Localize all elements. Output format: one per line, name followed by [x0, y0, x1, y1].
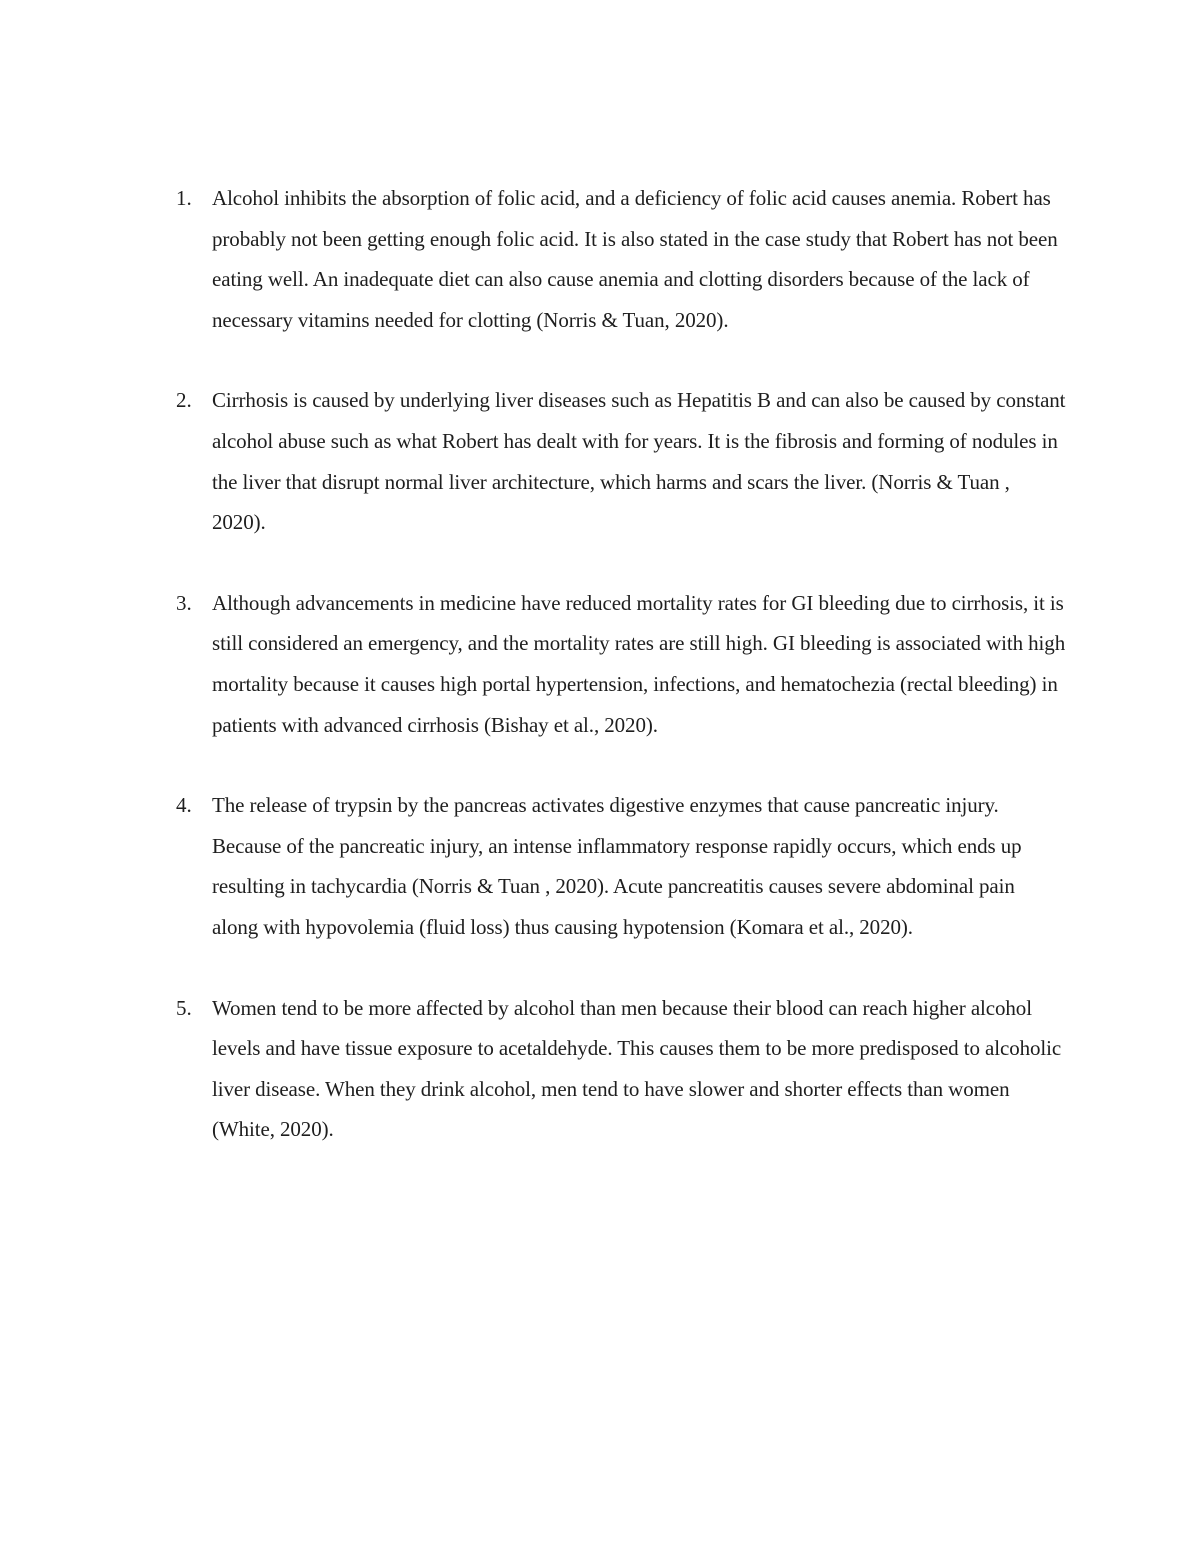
numbered-list: [176, 178, 1066, 1190]
list-item-2: [176, 380, 1066, 542]
list-item-number: 1.: [176, 186, 192, 210]
list-item-number: 5.: [176, 995, 192, 1020]
list-item-3: [176, 583, 1066, 745]
list-item-text: Women tend to be more affected by alcohol than men because their blood can reach higher alcohol levels and have tissue exposure to acetaldehyde. This causes them to be more predisposed to alcoholic liver disease. When they drink alcohol, men tend to have slower and shorter effects than women (White, 2020).: [212, 995, 1062, 1142]
list-item-text: The release of trypsin by the pancreas activates digestive enzymes that cause pancreatic injury. Because of the pancreatic injury, an intense inflammatory response rapidly occurs, which ends up resulting in tachycardia (Norris & Tuan , 2020). Acute pancreatitis causes severe abdominal pain along with hypovolemia (fluid loss) thus causing hypotension (Komara et al., 2020).: [212, 793, 1022, 939]
list-item-1: [176, 178, 1066, 340]
list-item-number: 2.: [176, 388, 192, 413]
list-item-text: Alcohol inhibits the absorption of folic acid, and a deficiency of folic acid causes anemia. Robert has probably not been getting enough folic acid. It is also stated in the case study that Robert has not been eating well. An inadequate diet can also cause anemia and clotting disorders because of the lack of necessary vitamins needed for clotting (Norris & Tuan, 2020).: [212, 186, 1058, 332]
list-item-text: Although advancements in medicine have reduced mortality rates for GI bleeding due to cirrhosis, it is still considered an emergency, and the mortality rates are still high. GI bleeding is associated with high mortality because it causes high portal hypertension, infections, and hematochezia (rectal bleeding) in patients with advanced cirrhosis (Bishay et al., 2020).: [212, 590, 1066, 737]
list-item-5: [176, 988, 1066, 1150]
list-item-number: 4.: [176, 793, 192, 818]
list-item-4: [176, 785, 1066, 947]
list-item-number: 3.: [176, 590, 192, 615]
list-item-text: Cirrhosis is caused by underlying liver diseases such as Hepatitis B and can also be caused by constant alcohol abuse such as what Robert has dealt with for years. It is the fibrosis and forming of nodules in the liver that disrupt normal liver architecture, which harms and scars the liver. (Norris & Tuan , 2020).: [212, 388, 1066, 535]
